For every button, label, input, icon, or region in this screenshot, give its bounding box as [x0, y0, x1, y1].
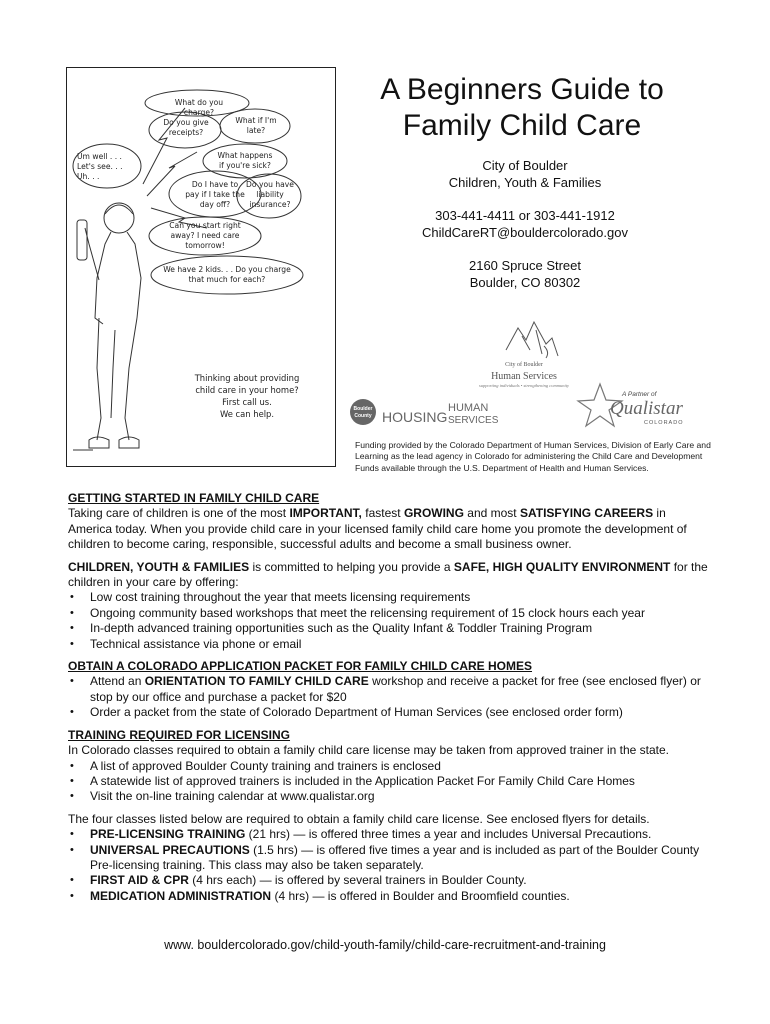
section-paragraph	[68, 506, 708, 552]
speech-bubble: Do you give receipts?	[163, 118, 209, 137]
bullet-list	[68, 590, 708, 652]
list-item: • Low cost training throughout the year that meets licensing requirements	[68, 590, 708, 605]
speech-bubble: Do you have liability insurance?	[246, 180, 294, 209]
text-run: is committed to helping you provide a	[249, 559, 454, 574]
section-paragraph: The four classes listed below are required to obtain a family child care license. See enclosed flyers for details.	[68, 811, 650, 826]
county-badge-line1: Boulder	[353, 406, 373, 412]
section-obtain-packet	[68, 659, 708, 721]
speech-bubble: What do you charge?	[174, 98, 224, 117]
list-item	[68, 873, 708, 888]
org-name: City of Boulder	[482, 158, 568, 173]
city-logo-tagline: supporting individuals • strengthening community	[479, 383, 569, 388]
list-item: • Visit the on-line training calendar at www.qualistar.org	[68, 789, 708, 804]
cartoon-illustration	[66, 67, 336, 467]
class-description: (21 hrs) — is offered three times a year and includes Universal Precautions.	[245, 827, 652, 842]
text-run: Taking care of children is one of the most	[68, 506, 290, 521]
speech-bubble: What happens if you're sick?	[217, 151, 273, 170]
qualistar-wordmark: Qualistar	[610, 398, 683, 419]
list-item: • A list of approved Boulder County training and trainers is enclosed	[68, 759, 708, 774]
bullet-list	[68, 759, 708, 805]
text-run: in America today. When you provide child care in your licensed family child care home you promote the development of children to become caring, responsible, successful adults and become a small business owner.	[68, 506, 687, 552]
text-run: fastest	[361, 506, 404, 521]
emphasis: IMPORTANT,	[289, 506, 362, 521]
list-item: • Order a packet from the state of Colorado Department of Human Services (see enclosed order form)	[68, 705, 708, 720]
text-run: for the children in your care by offering:	[68, 559, 708, 590]
section-heading: OBTAIN A COLORADO APPLICATION PACKET FOR FAMILY CHILD CARE HOMES	[68, 659, 533, 674]
section-paragraph	[68, 560, 708, 591]
class-name: MEDICATION ADMINISTRATION	[90, 888, 272, 903]
division-name: Children, Youth & Families	[448, 175, 602, 190]
partner-logos	[346, 310, 726, 440]
speech-bubble: What if I'm late?	[235, 116, 277, 135]
county-badge-line2: County	[354, 413, 372, 419]
mountain-icon	[506, 322, 558, 358]
street-address: 2160 Spruce Street	[468, 258, 582, 273]
bullet-list	[68, 674, 708, 720]
email-address[interactable]: ChildCareRT@bouldercolorado.gov	[422, 225, 628, 240]
city-logo-line1: City of Boulder	[505, 362, 543, 368]
speech-bubble: Can you start right away? I need care tomorrow!	[169, 221, 241, 250]
section-heading: GETTING STARTED IN FAMILY CHILD CARE	[68, 491, 320, 505]
class-name: FIRST AID & CPR	[90, 873, 189, 888]
bullet-list	[68, 827, 708, 904]
partner-label: A Partner of	[622, 391, 657, 398]
class-description: (4 hrs each) — is offered by several trainers in Boulder County.	[188, 873, 527, 888]
title-line-1: A Beginners Guide to	[380, 73, 664, 106]
services-wordmark: SERVICES	[448, 415, 499, 426]
speech-bubble: Um well . . . Let's see. . . Uh. . .	[77, 152, 123, 181]
title-line-2: Family Child Care	[402, 109, 642, 142]
qualistar-colorado: COLORADO	[644, 420, 684, 426]
list-item: • In-depth advanced training opportunities such as the Quality Infant & Toddler Training Program	[68, 621, 708, 636]
page-title	[352, 72, 692, 144]
list-item: • Ongoing community based workshops that meet the relicensing requirement of 15 clock hours each year	[68, 606, 708, 621]
text-run: and most	[463, 506, 520, 521]
list-item	[68, 843, 708, 874]
emphasis: GROWING	[403, 506, 464, 521]
speech-bubble: Do I have to pay if I take the day off?	[185, 180, 245, 209]
emphasis: SAFE, HIGH QUALITY ENVIRONMENT	[453, 559, 671, 574]
class-name: PRE-LICENSING TRAINING	[90, 827, 246, 842]
main-content	[68, 491, 708, 911]
phone-numbers: 303-441-4411 or 303-441-1912	[435, 208, 615, 223]
boulder-county-badge	[350, 399, 376, 425]
section-paragraph: In Colorado classes required to obtain a family child care license may be taken from approved trainer in the state.	[68, 743, 669, 758]
text-run: workshop and receive a packet for free (see enclosed flyer) or stop by our office and purchase a packet for $20	[90, 674, 701, 704]
human-wordmark: HUMAN	[448, 402, 489, 414]
section-cyf	[68, 560, 708, 652]
class-name: UNIVERSAL PRECAUTIONS	[90, 842, 250, 857]
list-item	[68, 674, 708, 705]
funding-note: Funding provided by the Colorado Department of Human Services, Division of Early Care and Learning as the lead agency in Colorado for administering the Child Care and Development Funds available through the U.S. Department of Health and Human Services.	[355, 440, 711, 473]
contact-block	[372, 157, 678, 291]
class-description: (1.5 hrs) — is offered five times a year and is included as part of the Boulder County Pre-licensing training. This class may also be taken separately.	[90, 842, 700, 872]
emphasis: CHILDREN, YOUTH & FAMILIES	[68, 559, 250, 574]
section-getting-started	[68, 491, 708, 553]
logo-graphics	[346, 310, 726, 440]
class-description: (4 hrs) — is offered in Boulder and Broomfield counties.	[271, 888, 570, 903]
footer-url[interactable]: www. bouldercolorado.gov/child-youth-family/child-care-recruitment-and-training	[164, 938, 606, 952]
city-logo-line2: Human Services	[491, 371, 557, 382]
list-item: • A statewide list of approved trainers is included in the Application Packet For Family Child Care Homes	[68, 774, 708, 789]
cartoon-caption: Thinking about providing child care in your home? First call us. We can help.	[194, 373, 300, 419]
section-classes	[68, 812, 708, 904]
speech-bubble: We have 2 kids. . . Do you charge that much for each?	[163, 265, 291, 284]
list-item	[68, 827, 708, 842]
section-training	[68, 728, 708, 805]
list-item: • Technical assistance via phone or email	[68, 637, 708, 652]
emphasis: SATISFYING CAREERS	[519, 506, 654, 521]
list-item	[68, 889, 708, 904]
city-state-zip: Boulder, CO 80302	[469, 275, 581, 290]
housing-wordmark: HOUSING	[382, 409, 448, 425]
emphasis: ORIENTATION TO FAMILY CHILD CARE	[144, 674, 369, 689]
text-run: Attend an	[90, 674, 145, 689]
section-heading: TRAINING REQUIRED FOR LICENSING	[68, 727, 291, 742]
